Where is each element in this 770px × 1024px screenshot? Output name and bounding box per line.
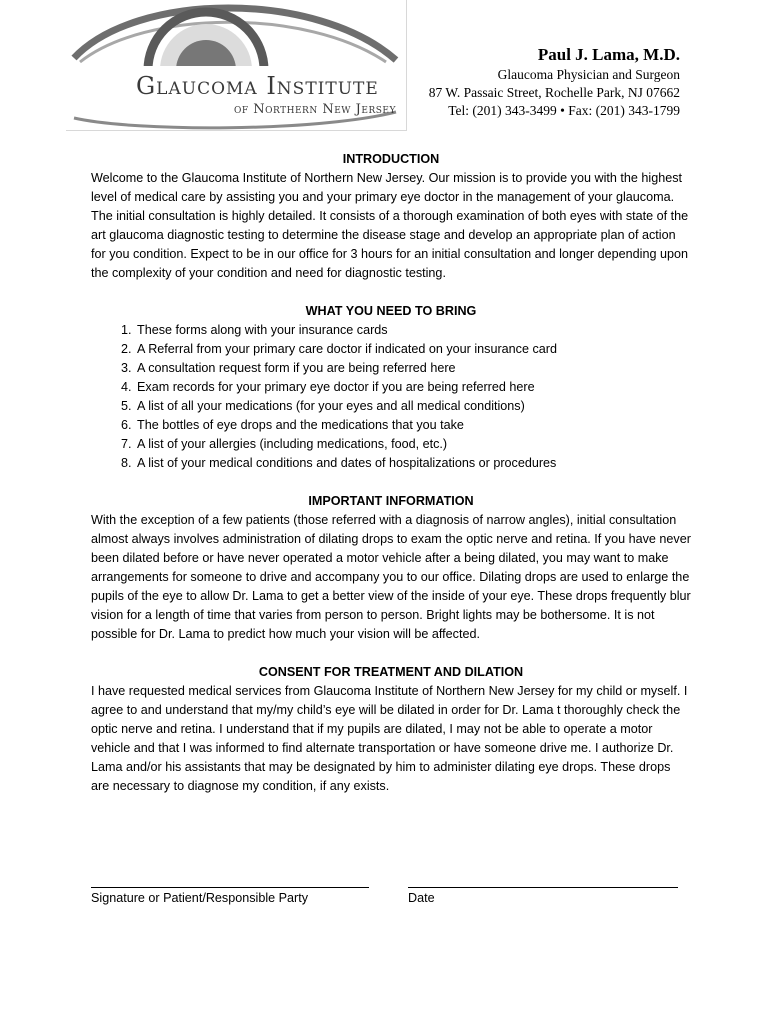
- list-item: 7. A list of your allergies (including medications, food, etc.): [135, 435, 691, 454]
- date-line[interactable]: [408, 887, 678, 888]
- consent-text: I have requested medical services from Glaucoma Institute of Northern New Jersey for my child or myself. I agree to and understand that my/my child’s eye will be dilated in order for Dr. Lama t thoroughly check the optic nerve and retina. I understand that if my pupils are dilated, I may not be able to operate a motor vehicle and that I was informed to find alternate transportation or have someone drive me. I authorize Dr. Lama and/or his assistants that may be designated by him to administer dilating eye drops. These drops are necessary to diagnose my condition, if any exists.: [91, 684, 688, 793]
- bring-list: [91, 321, 691, 473]
- consent-heading: CONSENT FOR TREATMENT AND DILATION: [258, 665, 524, 679]
- list-item: 1. These forms along with your insurance cards: [135, 321, 691, 340]
- list-item: 2. A Referral from your primary care doctor if indicated on your insurance card: [135, 340, 691, 359]
- list-item: 8. A list of your medical conditions and dates of hospitalizations or procedures: [135, 454, 691, 473]
- office-address: 87 W. Passaic Street, Rochelle Park, NJ 07662: [428, 85, 680, 100]
- list-item: 3. A consultation request form if you are being referred here: [135, 359, 691, 378]
- letterhead: [429, 44, 680, 120]
- institute-logo: [66, 0, 407, 131]
- introduction-heading: INTRODUCTION: [342, 152, 440, 166]
- logo-title: Glaucoma Institute: [136, 72, 379, 100]
- list-item: 5. A list of all your medications (for your eyes and all medical conditions): [135, 397, 691, 416]
- doctor-title: Glaucoma Physician and Surgeon: [497, 67, 680, 82]
- office-phone: Tel: (201) 343-3499 • Fax: (201) 343-1799: [448, 103, 680, 118]
- logo-subtitle: of Northern New Jersey: [234, 102, 396, 117]
- list-item: 6. The bottles of eye drops and the medications that you take: [135, 416, 691, 435]
- doctor-name: Paul J. Lama, M.D.: [537, 45, 680, 64]
- important-text: With the exception of a few patients (those referred with a diagnosis of narrow angles), initial consultation almost always involves administration of dilating drops to exam the optic nerve and retina. If you have never been dilated before or have never operated a motor vehicle after a being dilated, you may want to make arrangements for someone to drive and accompany you to our office. Dilating drops are used to enlarge the pupils of the eye to allow Dr. Lama to get a better view of the inside of your eye. These drops frequently blur vision for a length of time that varies from person to person. Bright lights may be bothersome. It is not possible for Dr. Lama to predict how much your vision will be affected.: [91, 513, 691, 641]
- signature-line[interactable]: [91, 887, 369, 888]
- document-body: [91, 150, 691, 796]
- signature-label: Signature or Patient/Responsible Party: [91, 891, 309, 905]
- introduction-text: Welcome to the Glaucoma Institute of Northern New Jersey. Our mission is to provide you with the highest level of medical care by assisting you and your primary eye doctor in the management of your glaucoma. The initial consultation is highly detailed. It consists of a thorough examination of both eyes with state of the art glaucoma diagnostic testing to determine the disease stage and develop an appropriate plan of action for you condition. Expect to be in our office for 3 hours for an initial consultation and longer depending upon the complexity of your condition and need for diagnostic testing.: [91, 171, 689, 280]
- important-heading: IMPORTANT INFORMATION: [308, 494, 474, 508]
- list-item: 4. Exam records for your primary eye doctor if you are being referred here: [135, 378, 691, 397]
- bring-heading: WHAT YOU NEED TO BRING: [305, 304, 477, 318]
- date-label: Date: [408, 891, 435, 905]
